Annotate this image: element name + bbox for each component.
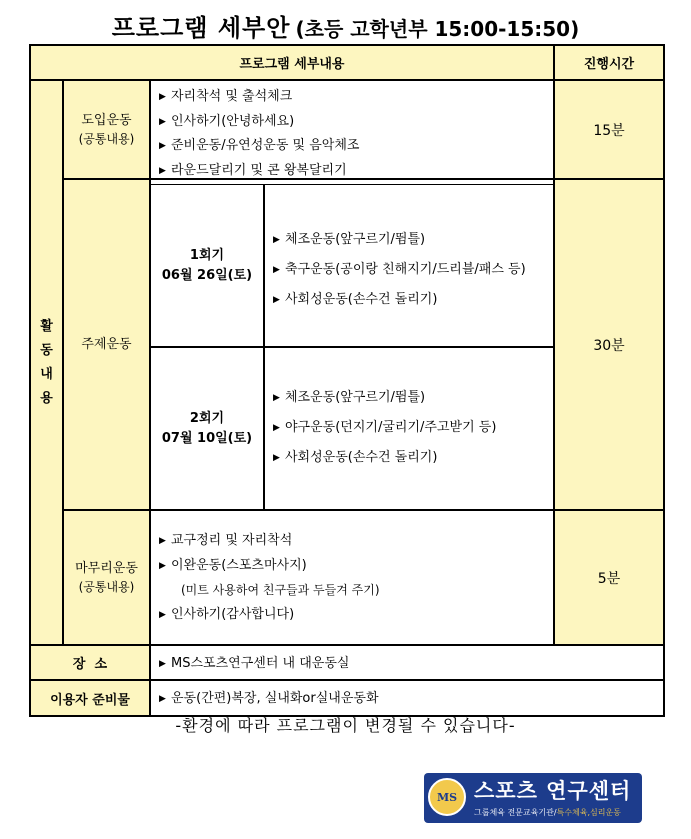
main-label (63, 179, 150, 510)
activity-label (30, 80, 63, 645)
list-item (159, 603, 553, 628)
list-item (159, 529, 553, 554)
finish-label (63, 510, 150, 645)
header-content: 프로그램 세부내용 (30, 45, 554, 80)
finish-label-text: 마무리운동 (75, 560, 138, 576)
list-item (159, 687, 663, 712)
activity-char: 활 (40, 318, 53, 334)
title-main: 프로그램 세부안 (111, 14, 291, 42)
bullet-icon: ▶ (273, 393, 280, 403)
session-1-date: 06월 26일(토) (161, 267, 253, 283)
place-label: 장 소 (30, 645, 150, 680)
list-item (273, 225, 553, 255)
bullet-icon: ▶ (273, 295, 280, 305)
supplies-label: 이용자 준비물 (30, 680, 150, 716)
list-item (273, 255, 553, 285)
list-item-text: 야구운동(던지기/굴리기/주고받기 등) (285, 420, 497, 435)
supplies-value: 운동(간편)복장, 실내화or실내운동화 (171, 691, 379, 706)
intro-time: 15분 (554, 80, 664, 179)
session-2-date: 07월 10일(토) (161, 430, 253, 446)
bullet-icon: ▶ (273, 453, 280, 463)
list-item-text: 이완운동(스포츠마사지) (171, 557, 307, 573)
session-1 (150, 184, 264, 347)
list-item-note: (미트 사용하여 친구들과 두들겨 주기) (181, 583, 380, 597)
bullet-icon: ▶ (159, 116, 166, 127)
logo-tag-highlight: 특수체육,심리운동 (556, 808, 621, 817)
list-item (273, 413, 553, 443)
list-item (159, 134, 553, 159)
bullet-icon: ▶ (159, 694, 166, 704)
list-item (273, 383, 553, 413)
list-item-text: 사회성운동(손수건 돌리기) (285, 292, 438, 307)
list-item-text: 사회성운동(손수건 돌리기) (285, 450, 438, 465)
intro-sublabel: (공통내용) (78, 131, 135, 146)
logo-tag-main: 그룹체육 전문교육기관/ (474, 808, 557, 817)
intro-label (63, 80, 150, 179)
list-item-text: 인사하기(안녕하세요) (171, 113, 295, 129)
bullet-icon: ▶ (159, 92, 166, 102)
logo-tagline (474, 807, 621, 818)
activity-label-text (40, 315, 53, 411)
list-item-text: 체조운동(앞구르기/뜀틀) (285, 390, 426, 405)
session-2-items (264, 347, 554, 510)
bullet-icon: ▶ (159, 536, 166, 546)
list-item (273, 443, 553, 473)
main-label-text: 주제운동 (81, 337, 132, 352)
bullet-icon: ▶ (273, 423, 280, 433)
header-time: 진행시간 (554, 45, 664, 80)
activity-char: 용 (40, 390, 53, 406)
session-1-items (264, 184, 554, 347)
supplies-value-cell (150, 680, 664, 716)
intro-label-text: 도입운동 (81, 112, 132, 128)
list-item-text: 자리착석 및 출석체크 (171, 89, 293, 104)
bullet-icon: ▶ (159, 659, 166, 669)
bullet-icon: ▶ (159, 165, 166, 176)
session-2-num: 2회기 (189, 410, 225, 426)
list-item-text: 라운드달리기 및 콘 왕복달리기 (171, 162, 347, 178)
sports-center-logo (424, 773, 642, 823)
list-item (273, 285, 553, 315)
list-item (159, 110, 553, 135)
list-item-text: 체조운동(앞구르기/뜀틀) (285, 232, 426, 247)
list-item-text: 교구정리 및 자리착석 (171, 533, 293, 548)
title-sub: (초등 고학년부 15:00-15:50) (295, 17, 580, 41)
finish-sublabel: (공통내용) (78, 579, 135, 594)
place-value: MS스포츠연구센터 내 대운동실 (171, 656, 350, 671)
activity-char: 내 (40, 366, 53, 382)
list-item (159, 652, 663, 677)
finish-time: 5분 (554, 510, 664, 645)
bullet-icon: ▶ (159, 141, 166, 151)
session-2 (150, 347, 264, 510)
bullet-icon: ▶ (273, 235, 280, 245)
bullet-icon: ▶ (159, 560, 166, 571)
list-item (159, 554, 553, 579)
bullet-icon: ▶ (159, 609, 166, 620)
footer-note: -환경에 따라 프로그램이 변경될 수 있습니다- (175, 716, 516, 735)
logo-badge-icon: MS (428, 778, 466, 816)
finish-items (150, 510, 554, 645)
list-item-text: 인사하기(감사합니다) (171, 606, 295, 622)
list-item-text: 축구운동(공이랑 친해지기/드리블/패스 등) (285, 262, 526, 277)
activity-char: 동 (40, 342, 53, 358)
bullet-icon: ▶ (273, 265, 280, 275)
session-1-num: 1회기 (189, 247, 225, 263)
main-time: 30분 (554, 179, 664, 510)
page-title (0, 8, 691, 43)
list-item-text: 준비운동/유연성운동 및 음악체조 (171, 138, 360, 153)
place-value-cell (150, 645, 664, 680)
list-item (159, 85, 553, 110)
logo-name: 스포츠 연구센터 (474, 779, 632, 803)
intro-items (150, 80, 554, 179)
